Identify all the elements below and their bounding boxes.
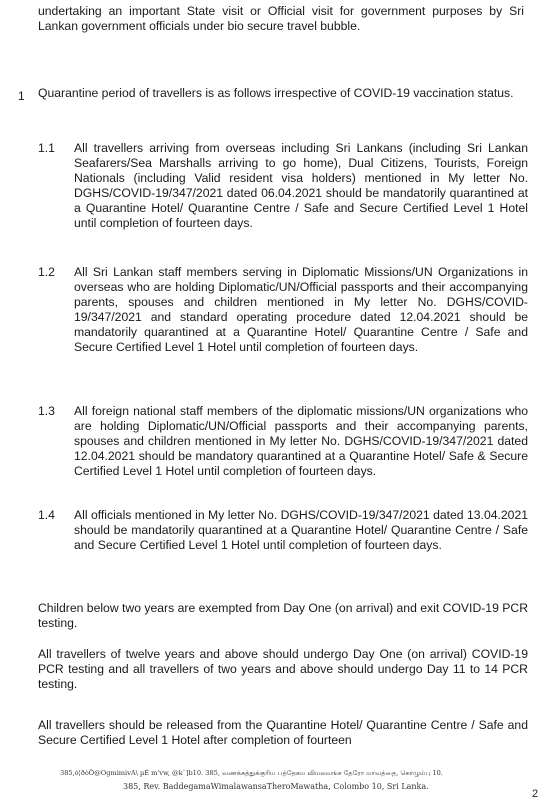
paragraph-release: All travellers should be released from the Quarantine Hotel/ Quarantine Centre / Safe and Secure Certified Level 1 Hotel after completion of fourteen — [38, 718, 528, 747]
item-number: 1.2 — [38, 265, 55, 279]
section-heading: Quarantine period of travellers is as follows irrespective of COVID-19 vaccination status. — [38, 86, 514, 100]
list-item — [38, 265, 528, 355]
item-text: All foreign national staff members of the diplomatic missions/UN organizations who are holding Diplomatic/UN/Official passports and their accompanying parents, spouses and children mentioned in My letter No. DGHS/COVID-19/347/2021 dated 12.04.2021 should be mandatory quarantined at a Quarantine Hotel/ Safe & Secure Certified Level 1 Hotel until completion of fourteen days. — [74, 404, 528, 478]
intro-paragraph: undertaking an important State visit or Official visit for government purposes by Sri Lankan government officials under bio secure travel bubble. — [38, 4, 524, 33]
item-text: All Sri Lankan staff members serving in Diplomatic Missions/UN Organizations in overseas who are holding Diplomatic/UN/Official passports and their accompanying parents, spouses and children mentioned in My letter No. DGHS/COVID-19/347/2021 and standard operating procedure dated 12.04.2021 should be mandatorily quarantined at a Quarantine Hotel/ Quarantine Centre / Safe and Secure Certified Level 1 Hotel until completion of fourteen days. — [74, 265, 528, 354]
page-number: 2 — [532, 788, 539, 800]
list-item — [38, 141, 528, 231]
item-number: 1.3 — [38, 404, 55, 418]
paragraph-children-exemption: Children below two years are exempted from Day One (on arrival) and exit COVID-19 PCR testing. — [38, 601, 528, 630]
item-number: 1.1 — [38, 141, 55, 155]
footer-address-local: 385,ò¦ðòÕ@OgmimivA\ µÉ m'vw, @k`]b10. 385, வணக்கத்துக்குரிய பத்தேகம விமலவங்ச தேரோ மாவத்தை, கொழும்பு 10. — [60, 769, 443, 777]
section-number: 1 — [18, 89, 25, 103]
item-text: All travellers arriving from overseas including Sri Lankans (including Sri Lankan Seafarers/Sea Marshalls arriving to go home), Dual Citizens, Tourists, Foreign Nationals (including Valid resident visa holders) mentioned in My letter No. DGHS/COVID-19/347/2021 dated 06.04.2021 should be mandatorily quarantined at a Quarantine Hotel/ Quarantine Centre / Safe and Secure Certified Level 1 Hotel until completion of fourteen days. — [74, 141, 528, 230]
item-text: All officials mentioned in My letter No. DGHS/COVID-19/347/2021 dated 13.04.2021 should be mandatorily quarantined at a Quarantine Hotel/ Quarantine Centre / Safe and Secure Certified Level 1 Hotel until completion of fourteen days. — [74, 508, 528, 552]
footer-address-english: 385, Rev. BaddegamaWimalawansaTheroMawatha, Colombo 10, Sri Lanka. — [123, 782, 429, 791]
item-number: 1.4 — [38, 508, 55, 522]
paragraph-pcr-testing: All travellers of twelve years and above should undergo Day One (on arrival) COVID-19 PCR testing and all travellers of two years and above should undergo Day 11 to 14 PCR testing. — [38, 647, 528, 691]
list-item — [38, 508, 528, 553]
list-item — [38, 404, 528, 479]
